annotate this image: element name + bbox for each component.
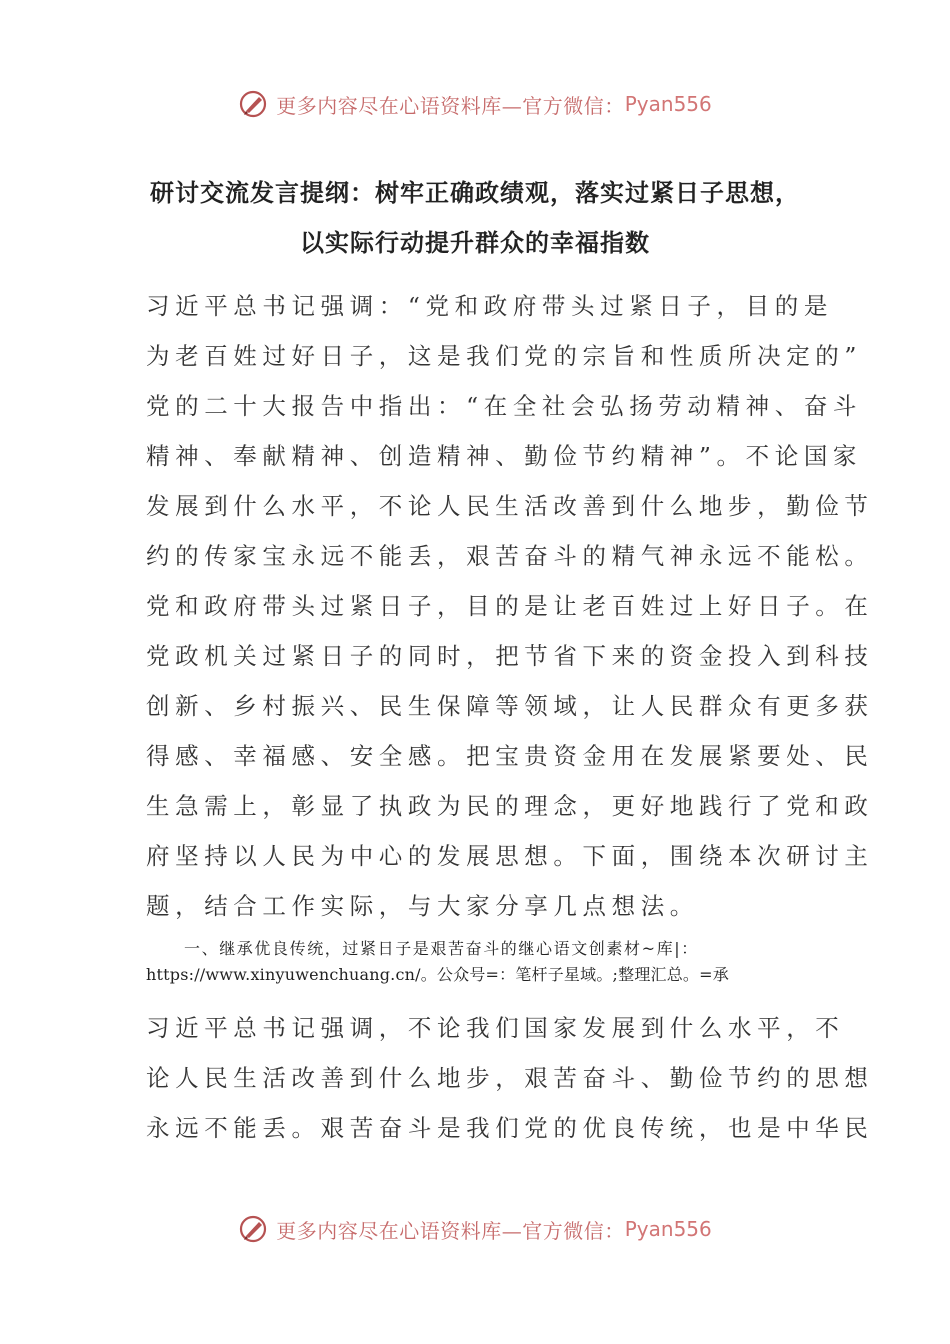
header-banner-id: Pyan556 bbox=[624, 92, 712, 116]
text-line: 得感、幸福感、安全感。把宝贵资金用在发展紧要处、民 bbox=[146, 742, 874, 770]
footer-banner-id: Pyan556 bbox=[624, 1217, 712, 1241]
text-line: 党的二十大报告中指出：“在全社会弘扬劳动精神、奋斗 bbox=[146, 392, 863, 420]
document-title bbox=[130, 168, 820, 268]
text-line: 创新、乡村振兴、民生保障等领域，让人民群众有更多获 bbox=[146, 692, 874, 720]
text-line: 论人民生活改善到什么地步，艰苦奋斗、勤俭节约的思想 bbox=[146, 1064, 874, 1092]
footer-banner bbox=[0, 1207, 950, 1251]
pen-logo-icon bbox=[238, 89, 268, 119]
paragraph-2 bbox=[146, 1003, 874, 1153]
text-line: 精神、奉献精神、创造精神、勤俭节约精神”。不论国家 bbox=[146, 442, 863, 470]
title-line-2: 以实际行动提升群众的幸福指数 bbox=[300, 228, 650, 257]
text-line: 习近平总书记强调，不论我们国家发展到什么水平，不 bbox=[146, 1014, 845, 1042]
header-banner-text: 更多内容尽在心语资料库—官方微信： bbox=[276, 93, 625, 118]
text-line: 发展到什么水平，不论人民生活改善到什么地步，勤俭节 bbox=[146, 492, 874, 520]
text-line: 党和政府带头过紧日子，目的是让老百姓过上好日子。在 bbox=[146, 592, 874, 620]
text-line: 党政机关过紧日子的同时，把节省下来的资金投入到科技 bbox=[146, 642, 874, 670]
footer-banner-text: 更多内容尽在心语资料库—官方微信： bbox=[276, 1218, 625, 1243]
text-line: 约的传家宝永远不能丢，艰苦奋斗的精气神永远不能松。 bbox=[146, 542, 874, 570]
title-line-1: 研讨交流发言提纲：树牢正确政绩观，落实过紧日子思想， bbox=[150, 178, 800, 207]
text-line: 习近平总书记强调：“党和政府带头过紧日子，目的是 bbox=[146, 292, 833, 320]
paragraph-1 bbox=[146, 281, 874, 931]
text-line: 永远不能丢。艰苦奋斗是我们党的优良传统，也是中华民 bbox=[146, 1114, 874, 1142]
pen-logo-icon bbox=[238, 1214, 268, 1244]
section-heading bbox=[146, 936, 806, 988]
text-line: 府坚持以人民为中心的发展思想。下面，围绕本次研讨主 bbox=[146, 842, 874, 870]
text-line: 生急需上，彰显了执政为民的理念，更好地践行了党和政 bbox=[146, 792, 874, 820]
text-line: 题，结合工作实际，与大家分享几点想法。 bbox=[146, 892, 699, 920]
text-line: 为老百姓过好日子，这是我们党的宗旨和性质所决定的” bbox=[146, 342, 863, 370]
section-heading-line-1: 一、继承优良传统，过紧日子是艰苦奋斗的继心语文创素材~库|： bbox=[184, 939, 699, 958]
header-banner bbox=[0, 82, 950, 126]
section-heading-line-2: https://www.xinyuwenchuang.cn/。公众号=：笔杆子星域。;整理汇总。=承 bbox=[146, 965, 729, 984]
